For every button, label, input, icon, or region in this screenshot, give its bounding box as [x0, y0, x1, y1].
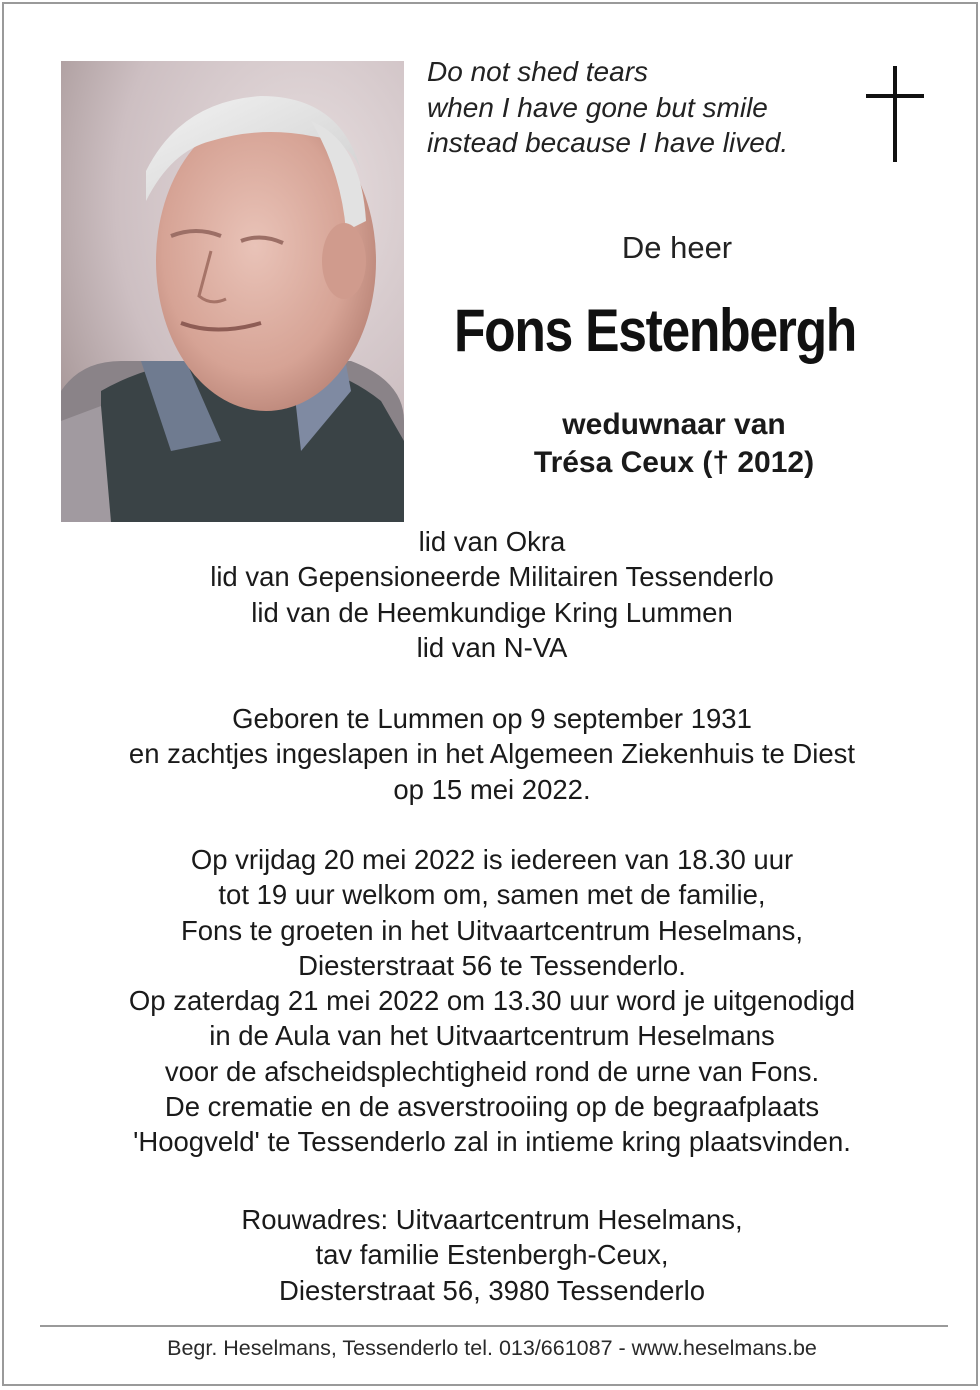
text-line: De crematie en de asverstrooiing op de begraafplaats: [164, 1091, 820, 1123]
text-line: 'Hoogveld' te Tessenderlo zal in intieme kring plaatsvinden.: [133, 1126, 851, 1158]
quote-line: when I have gone but smile: [427, 91, 768, 123]
text-line: tot 19 uur welkom om, samen met de familie,: [218, 879, 766, 911]
condolence-address: [4, 1202, 980, 1308]
widow-line: weduwnaar van: [562, 408, 786, 441]
spouse-name: Trésa Ceux († 2012): [533, 446, 815, 479]
birth-death-text: [4, 701, 980, 807]
membership-item: lid van Gepensioneerde Militairen Tessenderlo: [210, 561, 774, 593]
text-line: Op vrijdag 20 mei 2022 is iedereen van 18.30 uur: [190, 844, 794, 875]
text-line: Op zaterdag 21 mei 2022 om 13.30 uur word je uitgenodigd: [128, 985, 856, 1017]
text-line: en zachtjes ingeslapen in het Algemeen Ziekenhuis te Diest: [128, 738, 856, 770]
membership-item: lid van Okra: [418, 526, 566, 557]
text-line: Geboren te Lummen op 9 september 1931: [232, 703, 752, 734]
text-line: Fons te groeten in het Uitvaartcentrum Heselmans,: [180, 914, 804, 946]
footer-divider: [40, 1325, 948, 1327]
salutation: De heer: [621, 230, 733, 265]
text-line: op 15 mei 2022.: [393, 773, 591, 805]
text-line: Rouwadres: Uitvaartcentrum Heselmans,: [241, 1204, 743, 1235]
memberships: [4, 524, 980, 665]
text-line: in de Aula van het Uitvaartcentrum Heselmans: [209, 1020, 775, 1052]
text-line: Diesterstraat 56 te Tessenderlo.: [298, 949, 686, 981]
obituary-card: [2, 2, 978, 1386]
membership-item: lid van de Heemkundige Kring Lummen: [251, 596, 733, 628]
quote-line: Do not shed tears: [427, 56, 649, 87]
quote-line: instead because I have lived.: [427, 127, 789, 158]
text-line: voor de afscheidsplechtigheid rond de urne van Fons.: [164, 1055, 820, 1087]
text-line: Diesterstraat 56, 3980 Tessenderlo: [279, 1274, 705, 1306]
portrait-photo: [61, 61, 404, 522]
text-line: tav familie Estenbergh-Ceux,: [315, 1239, 669, 1271]
service-details: [4, 842, 980, 1160]
quote: [427, 54, 847, 161]
membership-item: lid van N-VA: [416, 631, 568, 663]
deceased-name: Fons Estenbergh: [453, 297, 857, 364]
latin-cross-icon: [866, 66, 924, 162]
footer-text: Begr. Heselmans, Tessenderlo tel. 013/661087 - www.heselmans.be: [167, 1336, 817, 1360]
widow-statement: [444, 406, 904, 482]
